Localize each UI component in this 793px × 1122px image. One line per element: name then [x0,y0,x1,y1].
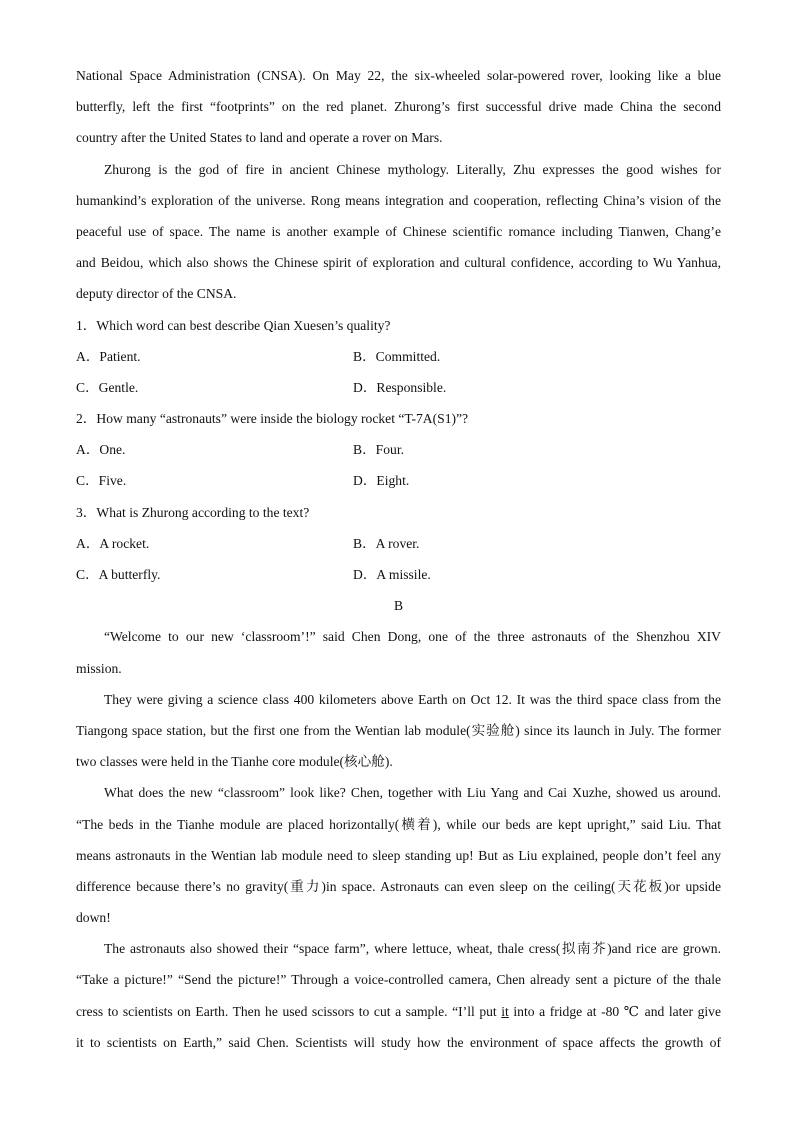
option-b[interactable]: B．Committed. [353,348,441,364]
text-line: “Welcome to our new ‘classroom’!” said Chen Dong, one of the three astronauts of the Shenzhou XIV [104,629,721,645]
text-line: “The beds in the Tianhe module are placed horizontally(横着), while our beds are kept upright,” said Liu. That [76,816,721,832]
option-c[interactable]: C．A butterfly. [76,567,161,582]
option-d[interactable]: D．A missile. [353,567,431,582]
text-line: down! [76,910,111,926]
passage-b-paragraph-3 [76,777,721,933]
option-row [76,341,721,372]
option-d[interactable]: D．Eight. [353,473,410,489]
option-d[interactable]: D．Responsible. [353,379,447,395]
text-line: What does the new “classroom” look like? Chen, together with Liu Yang and Cai Xuzhe, showed us around. [104,785,721,801]
option-row [76,434,721,465]
text-line: “Take a picture!” “Send the picture!” Through a voice-controlled camera, Chen already sent a picture of the thale [76,972,721,988]
text-line: difference because there’s no gravity(重力)in space. Astronauts can even sleep on the ceiling(天花板)or upside [76,878,721,894]
question-2 [76,403,721,497]
question-stem: 1．Which word can best describe Qian Xuesen’s quality? [76,317,391,333]
option-row [76,372,721,403]
underlined-word: it [501,1003,509,1019]
passage-b-paragraph-1 [76,621,721,683]
text-line: it to scientists on Earth,” said Chen. Scientists will study how the environment of space affects the growth of [76,1034,721,1050]
option-a[interactable]: A．A rocket. [76,535,150,551]
text-segment: cress to scientists on Earth. Then he used scissors to cut a sample. “I’ll put [76,1003,497,1019]
passage-b-paragraph-2 [76,684,721,778]
option-b[interactable]: B．Four. [353,442,404,458]
option-row [76,528,721,559]
text-line: country after the United States to land and operate a rover on Mars. [76,130,443,146]
question-stem: 3．What is Zhurong according to the text? [76,504,310,520]
text-segment: into a fridge at -80 ℃ and later give [513,1003,721,1019]
option-b[interactable]: B．A rover. [353,535,420,551]
text-line [76,996,721,1027]
text-line: means astronauts in the Wentian lab module need to sleep standing up! But as Liu explained, people don’t feel any [76,847,721,863]
option-c[interactable]: C．Five. [76,473,127,489]
text-line: peaceful use of space. The name is another example of Chinese scientific romance including Tianwen, Chang’e [76,223,721,239]
option-row [76,559,721,590]
text-line: butterfly, left the first “footprints” on the red planet. Zhurong’s first successful drive made China the second [76,99,721,115]
text-line: mission. [76,660,122,676]
option-a[interactable]: A．Patient. [76,348,141,364]
text-line: humankind’s exploration of the universe. Rong means integration and cooperation, reflecting China’s vision of the [76,192,721,208]
option-row [76,465,721,496]
option-c[interactable]: C．Gentle. [76,379,139,395]
text-line: deputy director of the CNSA. [76,286,237,302]
question-1 [76,310,721,404]
document-page [76,60,721,1058]
text-line: Tiangong space station, but the first one from the Wentian lab module(实验舱) since its launch in July. The former [76,722,721,738]
text-line: two classes were held in the Tianhe core module(核心舱). [76,754,393,770]
text-line: Zhurong is the god of fire in ancient Chinese mythology. Literally, Zhu expresses the good wishes for [104,161,721,177]
question-3 [76,497,721,591]
text-line: The astronauts also showed their “space farm”, where lettuce, wheat, thale cress(拟南芥)and rice are grown. [104,941,721,957]
text-line: and Beidou, which also shows the Chinese spirit of exploration and cultural confidence, according to Wu Yanhua, [76,255,721,271]
section-heading: B [393,598,404,614]
passage-b-paragraph-4 [76,933,721,1058]
passage-a-paragraph-1 [76,60,721,154]
option-a[interactable]: A．One. [76,442,126,458]
text-line: They were giving a science class 400 kilometers above Earth on Oct 12. It was the third space class from the [104,691,721,707]
text-line: National Space Administration (CNSA). On May 22, the six-wheeled solar-powered rover, looking like a blue [76,68,721,83]
passage-a-paragraph-2 [76,154,721,310]
question-stem: 2．How many “astronauts” were inside the biology rocket “T-7A(S1)”? [76,411,469,427]
